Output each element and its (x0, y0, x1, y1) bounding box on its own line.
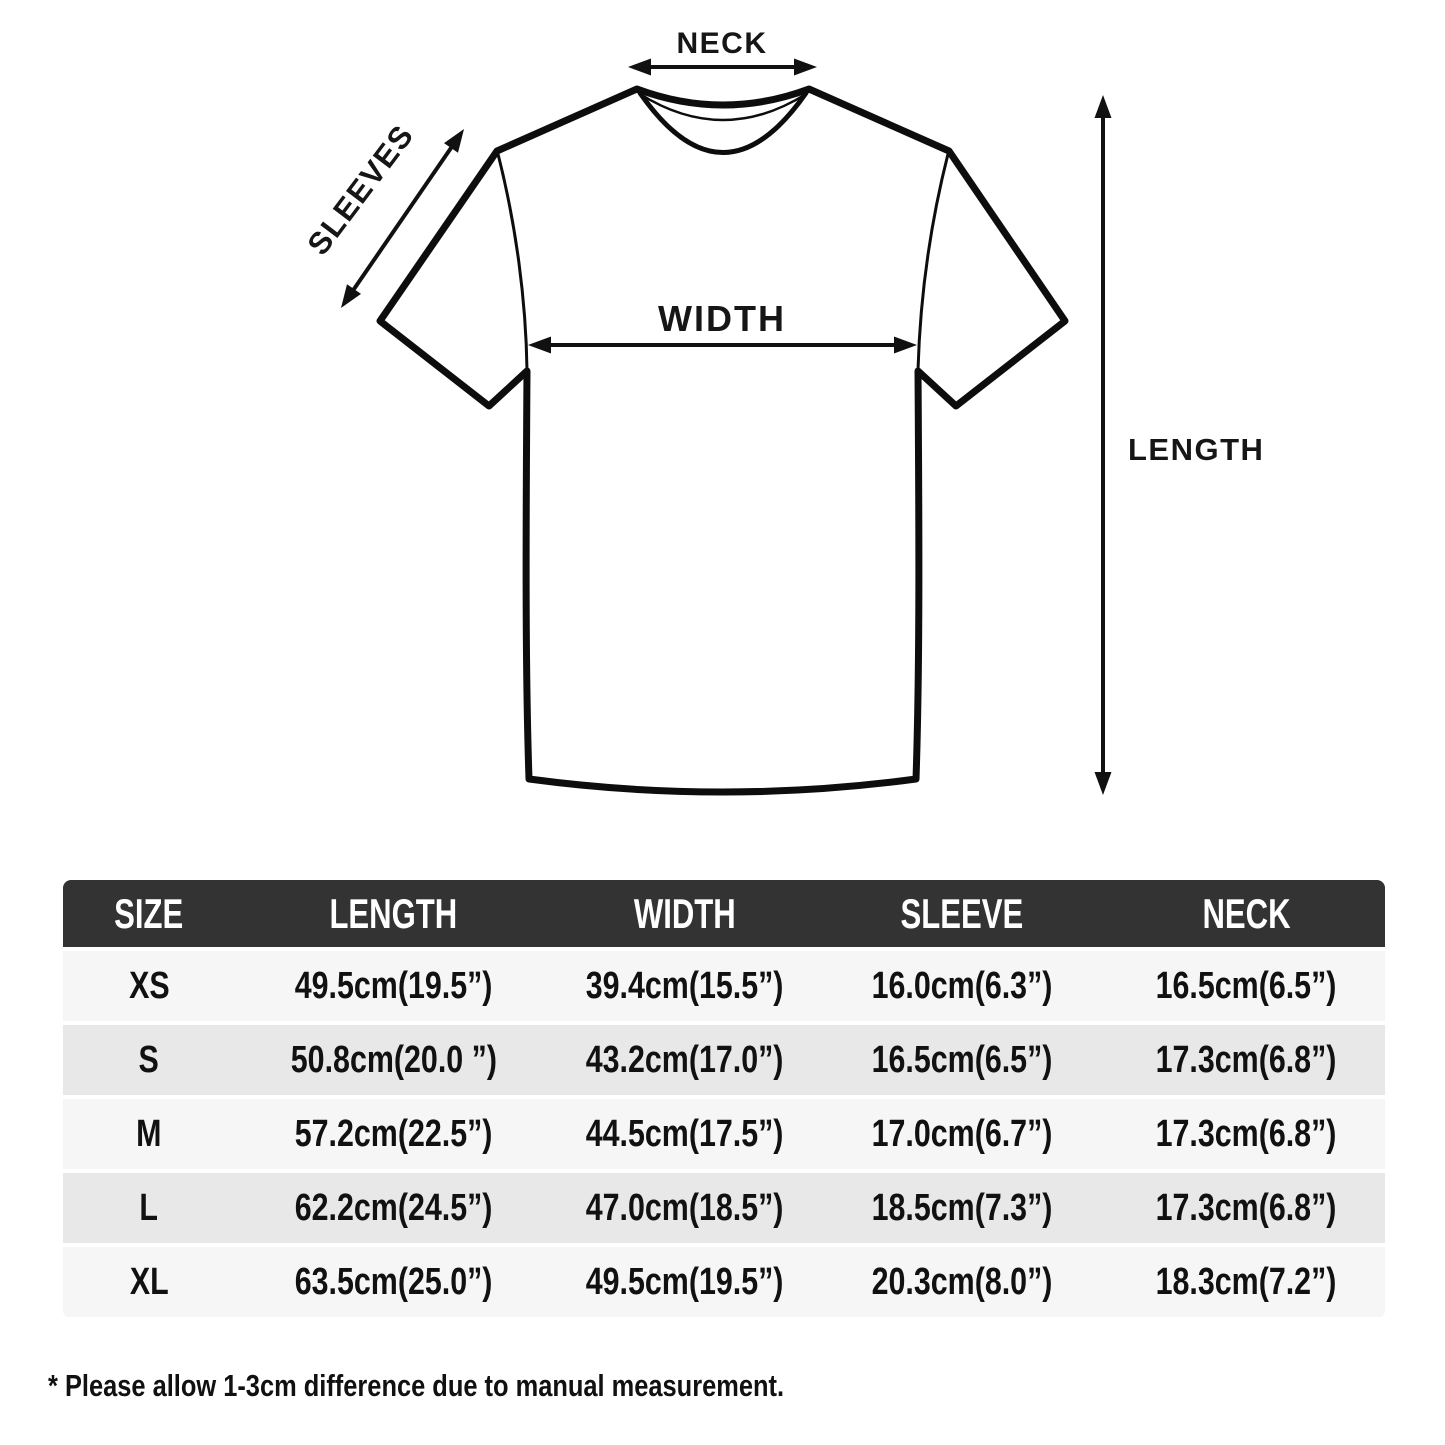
width-value: 43.2cm(17.0”) (585, 1038, 784, 1081)
cell-size (63, 1039, 235, 1082)
neck-value: 18.3cm(7.2”) (1155, 1260, 1337, 1303)
neck-value: 17.3cm(6.8”) (1155, 1038, 1337, 1081)
header-cell-width (552, 890, 816, 938)
cell-length (235, 1113, 552, 1156)
cell-sleeve (817, 1039, 1108, 1082)
header-label-length: LENGTH (329, 889, 458, 937)
width-value: 49.5cm(19.5”) (585, 1260, 784, 1303)
neck-dimension-label: NECK (676, 27, 768, 60)
sleeve-value: 18.5cm(7.3”) (871, 1186, 1053, 1229)
cell-length (235, 1187, 552, 1230)
cell-sleeve (817, 1261, 1108, 1304)
width-value: 47.0cm(18.5”) (585, 1186, 784, 1229)
cell-width (552, 1039, 816, 1082)
neck-value: 17.3cm(6.8”) (1155, 1112, 1337, 1155)
measurement-disclaimer (48, 1368, 946, 1404)
length-value: 57.2cm(22.5”) (294, 1112, 493, 1155)
cell-sleeve (817, 1187, 1108, 1230)
cell-sleeve (817, 965, 1108, 1008)
cell-width (552, 1261, 816, 1304)
sleeve-value: 16.5cm(6.5”) (871, 1038, 1053, 1081)
size-value: M (136, 1112, 162, 1155)
table-row-xl (63, 1247, 1385, 1317)
width-value: 44.5cm(17.5”) (585, 1112, 784, 1155)
sleeve-value: 17.0cm(6.7”) (871, 1112, 1053, 1155)
cell-width (552, 965, 816, 1008)
cell-neck (1107, 1187, 1385, 1230)
table-row-m (63, 1099, 1385, 1169)
measurement-disclaimer-text: * Please allow 1-3cm difference due to manual measurement. (48, 1368, 785, 1403)
neck-arrow (628, 59, 817, 76)
length-dimension-label: LENGTH (1128, 432, 1265, 467)
cell-size (63, 1187, 235, 1230)
tshirt-outline (380, 89, 1065, 792)
table-row-l (63, 1173, 1385, 1243)
cell-width (552, 1113, 816, 1156)
cell-length (235, 1039, 552, 1082)
left-armhole-seam (498, 154, 527, 370)
length-value: 63.5cm(25.0”) (294, 1260, 493, 1303)
size-table-header-row (63, 880, 1385, 947)
width-value: 39.4cm(15.5”) (585, 964, 784, 1007)
sleeves-dimension-label: SLEEVES (300, 117, 421, 262)
cell-size (63, 965, 235, 1008)
sleeve-value: 16.0cm(6.3”) (871, 964, 1053, 1007)
neck-value: 17.3cm(6.8”) (1155, 1186, 1337, 1229)
cell-length (235, 965, 552, 1008)
neck-value: 16.5cm(6.5”) (1155, 964, 1337, 1007)
cell-size (63, 1113, 235, 1156)
cell-width (552, 1187, 816, 1230)
length-value: 50.8cm(20.0 ”) (290, 1038, 497, 1081)
cell-sleeve (817, 1113, 1108, 1156)
header-cell-sleeve (817, 890, 1108, 938)
right-armhole-seam (918, 154, 948, 370)
length-arrow (1095, 95, 1112, 795)
header-label-size: SIZE (114, 889, 184, 937)
table-row-s (63, 1025, 1385, 1095)
size-table (63, 880, 1385, 1317)
cell-neck (1107, 1113, 1385, 1156)
cell-size (63, 1261, 235, 1304)
cell-neck (1107, 1261, 1385, 1304)
width-dimension-label: WIDTH (658, 298, 786, 339)
header-cell-size (63, 890, 235, 938)
header-label-sleeve: SLEEVE (900, 889, 1024, 937)
sleeve-value: 20.3cm(8.0”) (871, 1260, 1053, 1303)
length-value: 49.5cm(19.5”) (294, 964, 493, 1007)
cell-length (235, 1261, 552, 1304)
size-value: L (139, 1186, 159, 1229)
size-value: XS (128, 964, 170, 1007)
length-value: 62.2cm(24.5”) (294, 1186, 493, 1229)
cell-neck (1107, 1039, 1385, 1082)
cell-neck (1107, 965, 1385, 1008)
header-label-neck: NECK (1202, 889, 1291, 937)
size-value: S (138, 1038, 160, 1081)
header-label-width: WIDTH (633, 889, 736, 937)
width-arrow (528, 337, 917, 354)
table-row-xs (63, 951, 1385, 1021)
header-cell-length (235, 890, 552, 938)
header-cell-neck (1107, 890, 1385, 938)
size-value: XL (129, 1260, 169, 1303)
